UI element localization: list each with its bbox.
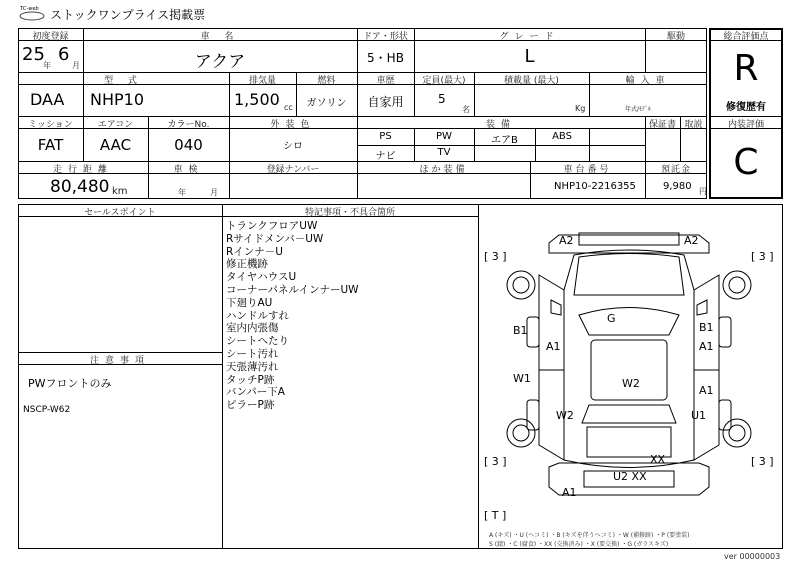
label-color-no: カラーNo. — [167, 120, 210, 130]
windshield — [579, 308, 679, 336]
model-prefix: DAA — [30, 90, 65, 109]
damage-label: A1 — [699, 340, 714, 353]
label-overall-grade: 総合評価点 — [723, 32, 769, 42]
door-shape-value: 5・HB — [367, 51, 404, 65]
fuel-value: ガソリン — [306, 98, 347, 109]
hood — [574, 254, 684, 296]
tire-label-rear-left: [ 3 ] — [484, 455, 507, 468]
label-capacity: 定員(最大) — [422, 76, 466, 86]
import-note: 年式/ﾓﾃﾞﾙ — [625, 106, 652, 113]
aircon-value: AAC — [99, 136, 132, 154]
equip-navi: ナビ — [375, 151, 396, 162]
equip-tv: TV — [437, 147, 451, 158]
first-reg-month: 6 — [58, 44, 70, 65]
grade-value: L — [524, 46, 535, 67]
damage-label: A1 — [699, 384, 714, 397]
km-unit: km — [112, 186, 128, 197]
list-item: シート汚れ — [226, 347, 279, 360]
label-inspection: 車検 — [173, 165, 204, 175]
roof — [591, 340, 667, 400]
damage-label: W2 — [622, 377, 640, 390]
damage-label: U1 — [691, 409, 707, 422]
damage-legend-line-1: A (キズ) ・U (ヘコミ) ・B (キズを伴うヘコミ) ・W (補修跡) ・P (要塗装) — [489, 532, 690, 539]
interior-grade-value: C — [733, 142, 759, 183]
tire-label-rear-right: [ 3 ] — [751, 455, 774, 468]
displacement-value: 1,500 — [234, 90, 280, 109]
exterior-color-value: シロ — [283, 141, 303, 152]
spare-tire-rear-left — [507, 419, 535, 447]
damage-label: U2 XX — [613, 470, 647, 483]
rear-glass — [582, 405, 676, 423]
logo — [18, 6, 46, 18]
car-name-value: アクア — [194, 52, 246, 72]
damage-label: XX — [650, 453, 666, 466]
label-first-reg: 初度登録 — [32, 32, 69, 42]
label-displacement: 排気量 — [248, 76, 276, 86]
damage-label: W1 — [513, 372, 531, 385]
list-item: 室内内張傷 — [226, 322, 279, 335]
cc-unit: cc — [284, 103, 293, 112]
capacity-unit: 名 — [462, 105, 470, 114]
list-item: シートへたり — [226, 335, 289, 348]
list-item: バンパー下A — [226, 386, 285, 399]
model-value: NHP10 — [90, 90, 145, 109]
damage-label: A1 — [546, 340, 561, 353]
equip-airbag: エアB — [491, 135, 518, 146]
caution-line-2: NSCP-W62 — [23, 405, 71, 415]
history-value: 自家用 — [367, 95, 404, 109]
list-item: コーナーパネルインナーUW — [226, 283, 359, 296]
list-item: ピラーP跡 — [226, 399, 275, 412]
month-unit: 月 — [72, 61, 80, 70]
list-item: トランクフロアUW — [226, 220, 318, 232]
label-equipment: 装備 — [485, 120, 516, 130]
label-car-name: 車 名 — [200, 32, 240, 42]
damage-legend-line-2: S (錆) ・C (腐食) ・XX (交換済み) ・X (要交換) ・G (ガラスキズ) — [489, 541, 669, 548]
label-mileage: 走行距離 — [52, 165, 113, 175]
list-item: ハンドルすれ — [226, 309, 289, 322]
inspection-month-unit: 月 — [210, 188, 218, 197]
label-grade: グレード — [499, 32, 560, 42]
logo-text: TC-web — [20, 6, 39, 12]
color-no-value: 040 — [174, 136, 203, 154]
label-load: 積載量 (最大) — [504, 76, 559, 86]
damage-label: B1 — [513, 324, 528, 337]
price-unit: 円 — [699, 187, 707, 196]
car-body-outline — [564, 250, 694, 468]
price-value: 9,980 — [663, 181, 692, 192]
damage-label: B1 — [699, 321, 714, 334]
list-item: 下廻りAU — [226, 296, 273, 309]
label-other-equipment: ほか装備 — [419, 165, 468, 175]
label-fuel: 燃料 — [317, 76, 336, 86]
equip-pw: PW — [436, 131, 452, 142]
damage-label: W2 — [556, 409, 574, 422]
overall-grade-value: R — [733, 48, 759, 89]
spare-tire-rear-right — [723, 419, 751, 447]
wheel-front-right — [719, 317, 731, 347]
equip-abs: ABS — [552, 131, 572, 142]
label-manual: 取説 — [684, 120, 703, 130]
list-item: Rサイドメンバ－UW — [226, 232, 324, 245]
label-door-shape: ドア・形状 — [363, 32, 408, 42]
label-history: 車歴 — [376, 76, 395, 86]
damage-label: A1 — [562, 486, 577, 499]
label-interior-grade: 内装評価 — [727, 120, 764, 130]
inspection-year-unit: 年 — [178, 188, 186, 197]
caution-line-1: PWフロントのみ — [28, 377, 112, 390]
tire-label-front-left: [ 3 ] — [484, 250, 507, 263]
damage-label: A2 — [559, 234, 574, 247]
spare-tire-front-right — [723, 271, 751, 299]
mission-value: FAT — [37, 136, 64, 154]
repair-history-label: 修復歴有 — [726, 102, 766, 113]
wheel-front-left — [527, 317, 539, 347]
list-item: Rインナ－U — [226, 245, 283, 258]
tire-label-front-right: [ 3 ] — [751, 250, 774, 263]
label-model: 型 式 — [104, 76, 143, 86]
sales-point-header: セールスポイント — [84, 208, 156, 218]
load-unit: Kg — [575, 104, 586, 113]
page-title: ストックワンプライス掲載票 — [50, 8, 206, 22]
spare-tire-front-left — [507, 271, 535, 299]
version-label: ver 00000003 — [724, 552, 781, 561]
damage-label: G — [607, 312, 616, 325]
label-warranty: 保証書 — [648, 120, 676, 130]
label-aircon: エアコン — [97, 120, 134, 130]
list-item: タイヤハウスU — [226, 271, 297, 284]
label-price: 預託金 — [660, 165, 691, 175]
label-mission: ミッション — [28, 120, 73, 130]
label-chassis-no: 車台番号 — [563, 165, 612, 175]
label-plate: 登録ナンバー — [266, 165, 320, 175]
special-notes-header: 特記事項・不具合箇所 — [304, 208, 395, 218]
equip-ps: PS — [379, 131, 392, 142]
car-damage-diagram — [479, 205, 782, 525]
label-drive: 駆動 — [666, 32, 685, 42]
first-reg-year: 25 — [22, 44, 45, 65]
damage-label: A2 — [684, 234, 699, 247]
year-unit: 年 — [43, 61, 51, 70]
special-notes-list — [226, 220, 476, 412]
caution-header: 注意事項 — [89, 356, 150, 366]
chassis-no-value: NHP10-2216355 — [554, 181, 636, 192]
label-exterior-color: 外装色 — [270, 120, 316, 130]
list-item: 天張薄汚れ — [226, 360, 279, 373]
list-item: タッチP跡 — [226, 373, 275, 386]
tire-label-trunk: [ T ] — [484, 509, 507, 522]
label-import: 輸入車 — [625, 76, 671, 86]
capacity-value: 5 — [438, 92, 446, 106]
list-item: 修正機跡 — [226, 258, 268, 271]
mileage-value: 80,480 — [50, 177, 110, 197]
